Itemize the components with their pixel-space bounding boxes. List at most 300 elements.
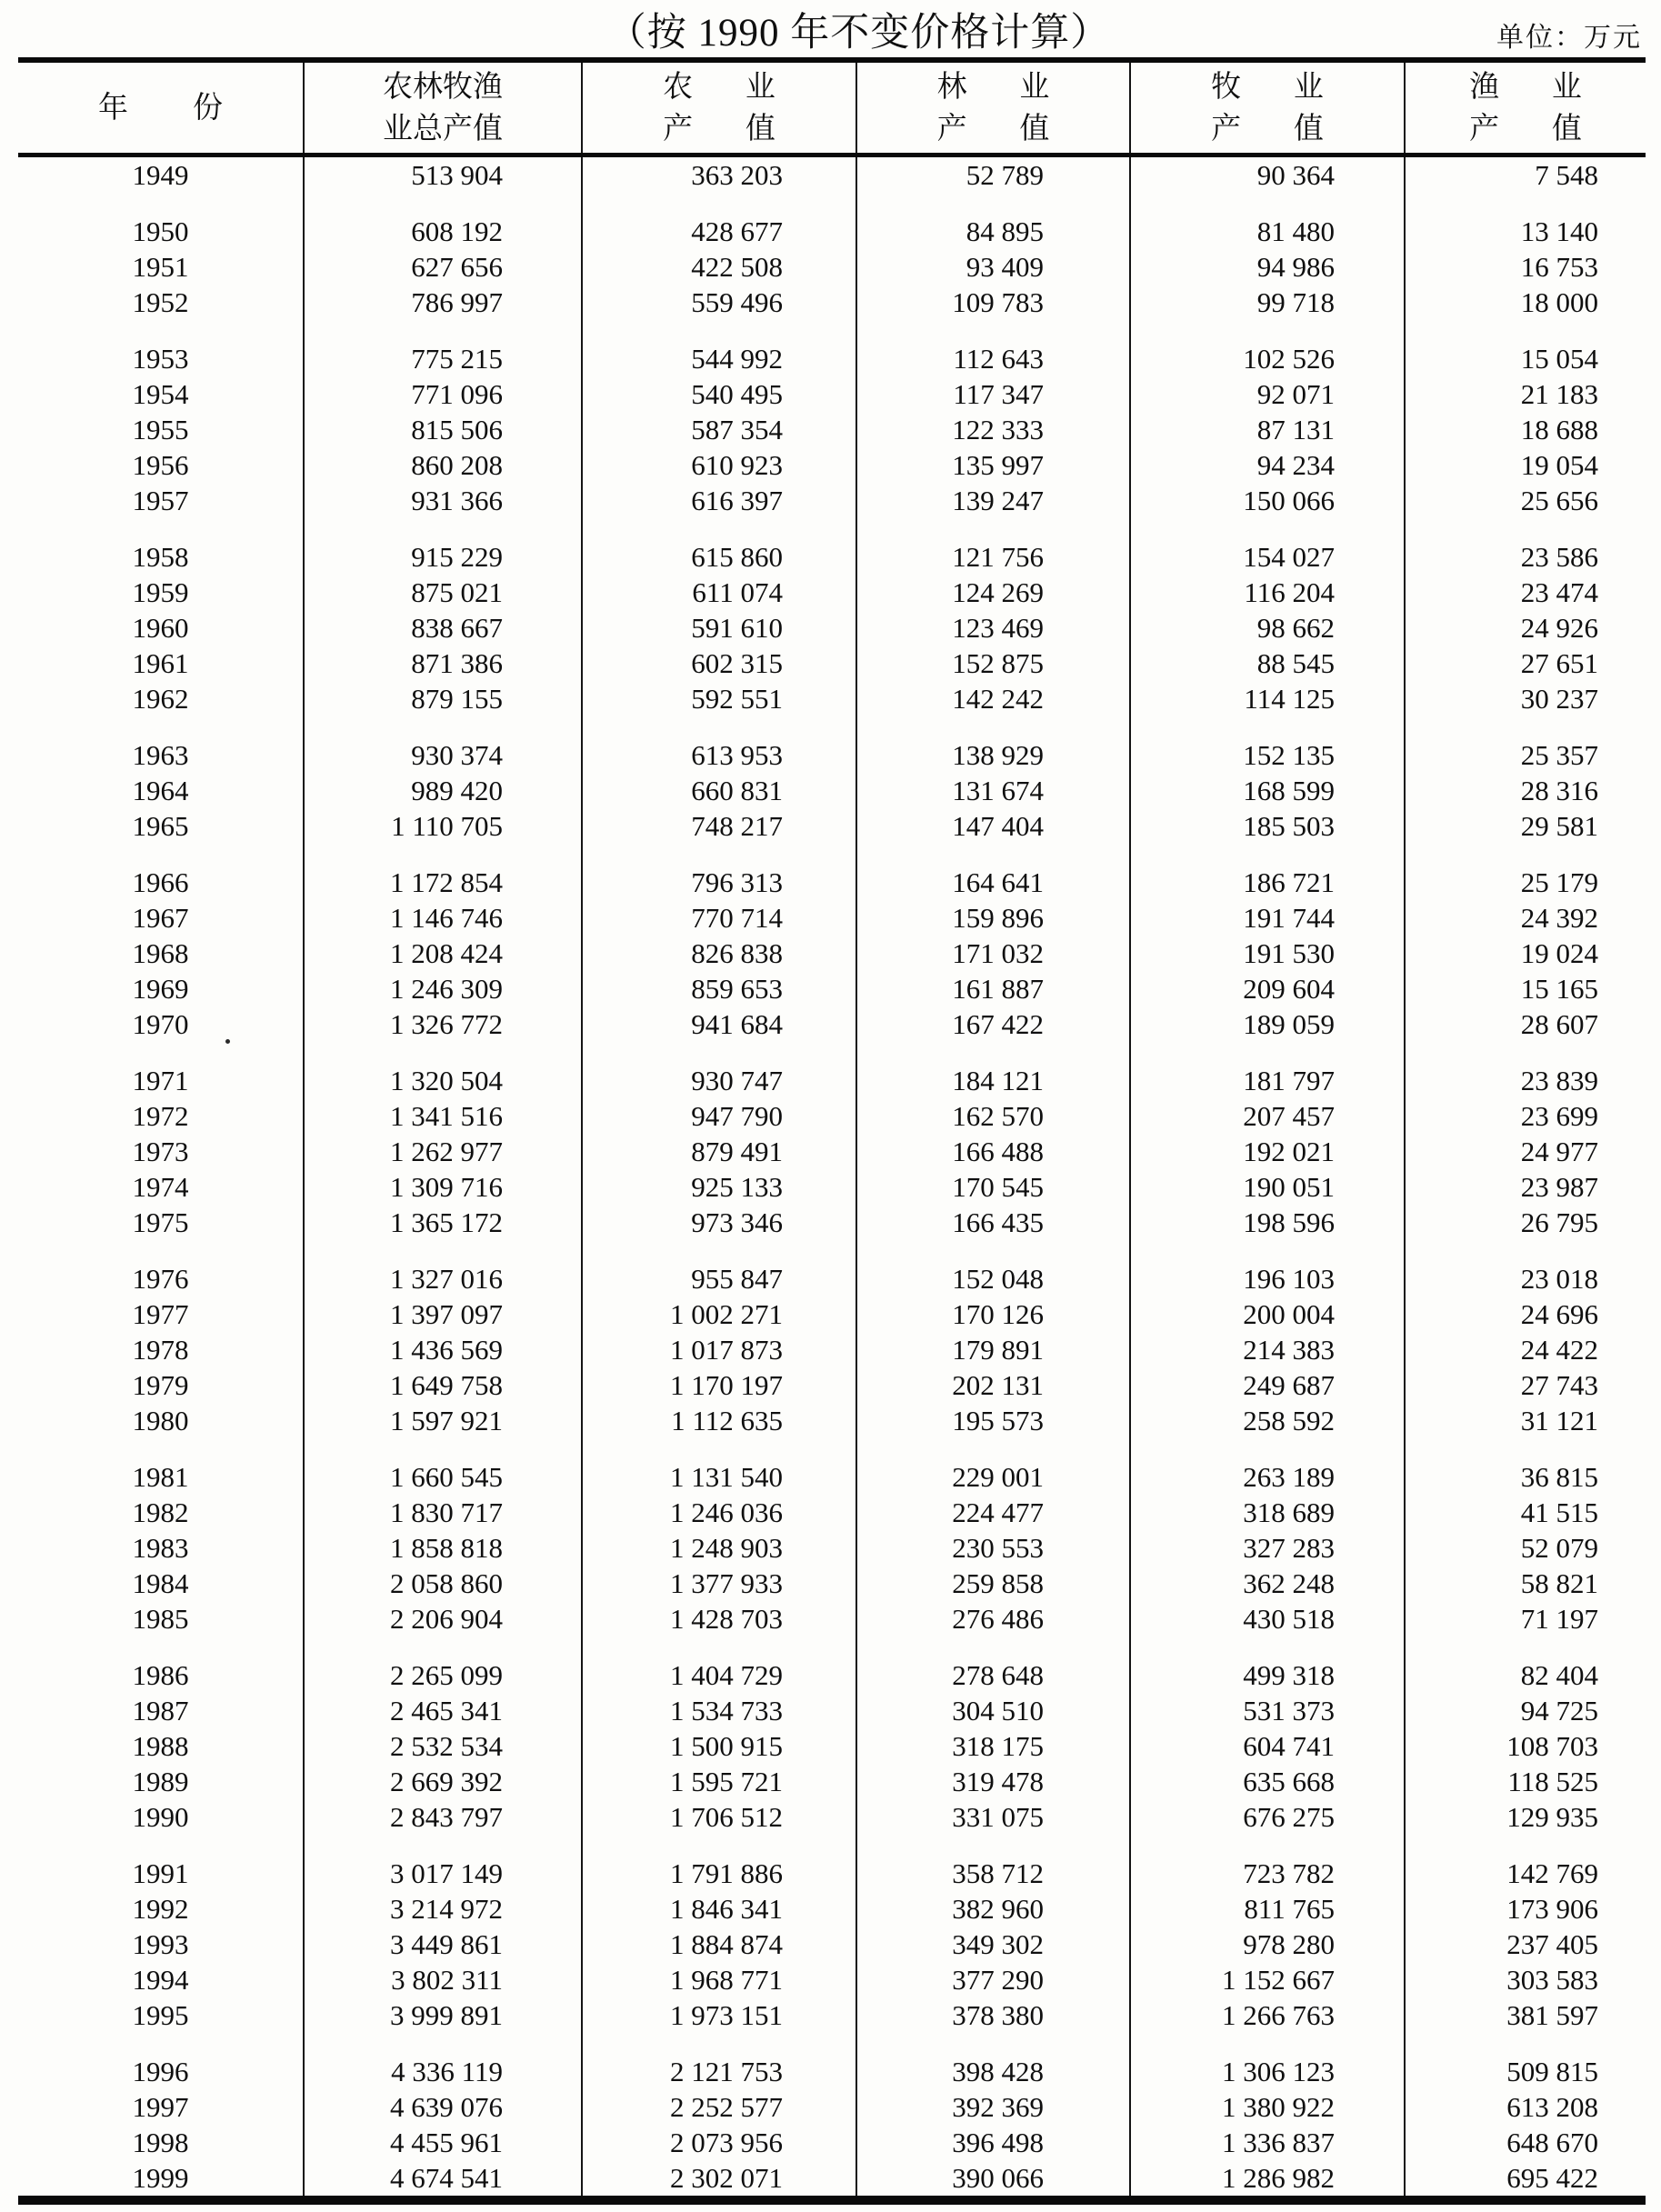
page-title: （按 1990 年不变价格计算）	[606, 12, 1111, 55]
spacer-cell	[304, 1636, 582, 1657]
value-cell: 2 465 341	[304, 1693, 582, 1728]
value-cell: 1 112 635	[582, 1403, 856, 1438]
value-cell: 24 392	[1405, 900, 1646, 936]
spacer-cell	[304, 1438, 582, 1459]
value-cell: 1 172 854	[304, 865, 582, 900]
value-cell: 2 206 904	[304, 1601, 582, 1636]
value-cell: 331 075	[856, 1799, 1130, 1835]
table-row	[18, 610, 1646, 646]
value-cell: 154 027	[1130, 539, 1405, 575]
spacer-cell	[1405, 1438, 1646, 1459]
value-cell: 15 054	[1405, 341, 1646, 376]
value-cell: 19 054	[1405, 447, 1646, 483]
table-row	[18, 1006, 1646, 1042]
spacer-cell	[1130, 1042, 1405, 1063]
value-cell: 192 021	[1130, 1134, 1405, 1169]
value-cell: 258 592	[1130, 1403, 1405, 1438]
spacer-cell	[1130, 1835, 1405, 1856]
year-cell: 1949	[132, 159, 189, 191]
value-cell: 25 179	[1405, 865, 1646, 900]
group-spacer-row	[18, 1240, 1646, 1261]
value-cell: 3 214 972	[304, 1891, 582, 1927]
value-cell: 930 374	[304, 737, 582, 773]
value-cell: 318 689	[1130, 1495, 1405, 1530]
value-cell: 29 581	[1405, 808, 1646, 844]
value-cell: 540 495	[582, 376, 856, 412]
spacer-cell	[856, 1636, 1130, 1657]
table-row	[18, 539, 1646, 575]
spacer-cell	[856, 193, 1130, 214]
value-cell: 167 422	[856, 1006, 1130, 1042]
year-cell: 1997	[132, 2091, 189, 2123]
year-cell: 1974	[132, 1171, 189, 1203]
spacer-cell	[856, 518, 1130, 539]
value-cell: 3 802 311	[304, 1962, 582, 1997]
value-cell: 173 906	[1405, 1891, 1646, 1927]
value-cell: 1 110 705	[304, 808, 582, 844]
value-cell: 1 660 545	[304, 1459, 582, 1495]
spacer-cell	[582, 518, 856, 539]
value-cell: 1 341 516	[304, 1098, 582, 1134]
value-cell: 1 884 874	[582, 1927, 856, 1962]
spacer-cell	[856, 1042, 1130, 1063]
value-cell: 392 369	[856, 2089, 1130, 2125]
year-cell: 1975	[132, 1206, 189, 1238]
value-cell: 1 286 982	[1130, 2160, 1405, 2200]
year-cell: 1951	[132, 251, 189, 283]
year-cell: 1996	[132, 2056, 189, 2087]
value-cell: 4 336 119	[304, 2054, 582, 2089]
value-cell: 23 699	[1405, 1098, 1646, 1134]
spacer-cell	[1130, 1636, 1405, 1657]
value-cell: 871 386	[304, 646, 582, 681]
year-cell: 1966	[132, 866, 189, 898]
value-cell: 544 992	[582, 341, 856, 376]
spacer-cell	[856, 716, 1130, 737]
value-cell: 36 815	[1405, 1459, 1646, 1495]
value-cell: 230 553	[856, 1530, 1130, 1566]
table-row	[18, 2054, 1646, 2089]
value-cell: 1 248 903	[582, 1530, 856, 1566]
table-row	[18, 483, 1646, 518]
table-row	[18, 2089, 1646, 2125]
value-cell: 121 756	[856, 539, 1130, 575]
value-cell: 30 237	[1405, 681, 1646, 716]
value-cell: 58 821	[1405, 1566, 1646, 1601]
value-cell: 52 079	[1405, 1530, 1646, 1566]
value-cell: 138 929	[856, 737, 1130, 773]
value-cell: 4 455 961	[304, 2125, 582, 2160]
value-cell: 195 573	[856, 1403, 1130, 1438]
value-cell: 19 024	[1405, 936, 1646, 971]
table-row	[18, 1169, 1646, 1205]
year-cell: 1988	[132, 1730, 189, 1762]
value-cell: 513 904	[304, 155, 582, 194]
value-cell: 150 066	[1130, 483, 1405, 518]
spacer-cell	[856, 2033, 1130, 2054]
spacer-cell	[1405, 193, 1646, 214]
year-cell: 1955	[132, 414, 189, 445]
table-row	[18, 646, 1646, 681]
value-cell: 1 266 763	[1130, 1997, 1405, 2033]
value-cell: 1 146 746	[304, 900, 582, 936]
table-row	[18, 1367, 1646, 1403]
value-cell: 363 203	[582, 155, 856, 194]
value-cell: 81 480	[1130, 214, 1405, 249]
spacer-cell	[18, 1835, 304, 1856]
value-cell: 191 530	[1130, 936, 1405, 971]
value-cell: 102 526	[1130, 341, 1405, 376]
table-row	[18, 900, 1646, 936]
spacer-cell	[582, 193, 856, 214]
value-cell: 430 518	[1130, 1601, 1405, 1636]
table-row	[18, 1063, 1646, 1098]
value-cell: 2 058 860	[304, 1566, 582, 1601]
group-spacer-row	[18, 1636, 1646, 1657]
group-spacer-row	[18, 320, 1646, 341]
col-header-agriculture: 农 业 产 值	[582, 60, 856, 155]
value-cell: 94 234	[1130, 447, 1405, 483]
value-cell: 142 769	[1405, 1856, 1646, 1891]
value-cell: 24 422	[1405, 1332, 1646, 1367]
value-cell: 4 639 076	[304, 2089, 582, 2125]
value-cell: 428 677	[582, 214, 856, 249]
table-row	[18, 1764, 1646, 1799]
value-cell: 200 004	[1130, 1296, 1405, 1332]
spacer-cell	[1130, 518, 1405, 539]
spacer-cell	[1405, 518, 1646, 539]
value-cell: 826 838	[582, 936, 856, 971]
value-cell: 117 347	[856, 376, 1130, 412]
value-cell: 229 001	[856, 1459, 1130, 1495]
value-cell: 1 973 151	[582, 1997, 856, 2033]
value-cell: 18 000	[1405, 285, 1646, 320]
value-cell: 1 595 721	[582, 1764, 856, 1799]
group-spacer-row	[18, 716, 1646, 737]
spacer-cell	[304, 2033, 582, 2054]
value-cell: 838 667	[304, 610, 582, 646]
spacer-cell	[304, 193, 582, 214]
value-cell: 184 121	[856, 1063, 1130, 1098]
value-cell: 116 204	[1130, 575, 1405, 610]
spacer-cell	[304, 844, 582, 865]
value-cell: 214 383	[1130, 1332, 1405, 1367]
spacer-cell	[1130, 716, 1405, 737]
value-cell: 162 570	[856, 1098, 1130, 1134]
value-cell: 660 831	[582, 773, 856, 808]
value-cell: 249 687	[1130, 1367, 1405, 1403]
value-cell: 1 320 504	[304, 1063, 582, 1098]
value-cell: 52 789	[856, 155, 1130, 194]
value-cell: 237 405	[1405, 1927, 1646, 1962]
spacer-cell	[18, 1636, 304, 1657]
value-cell: 108 703	[1405, 1728, 1646, 1764]
year-cell: 1967	[132, 902, 189, 934]
table-body	[18, 155, 1646, 2201]
value-cell: 815 506	[304, 412, 582, 447]
table-row	[18, 773, 1646, 808]
value-cell: 1 380 922	[1130, 2089, 1405, 2125]
spacer-cell	[1130, 2033, 1405, 2054]
spacer-cell	[1405, 2033, 1646, 2054]
table-row	[18, 1261, 1646, 1296]
year-cell: 1958	[132, 541, 189, 573]
value-cell: 1 500 915	[582, 1728, 856, 1764]
spacer-cell	[18, 1042, 304, 1063]
value-cell: 559 496	[582, 285, 856, 320]
value-cell: 4 674 541	[304, 2160, 582, 2200]
spacer-cell	[1130, 844, 1405, 865]
header-row	[18, 60, 1646, 155]
table-row	[18, 1495, 1646, 1530]
value-cell: 1 597 921	[304, 1403, 582, 1438]
table-row	[18, 155, 1646, 194]
value-cell: 23 839	[1405, 1063, 1646, 1098]
value-cell: 1 968 771	[582, 1962, 856, 1997]
value-cell: 207 457	[1130, 1098, 1405, 1134]
value-cell: 25 656	[1405, 483, 1646, 518]
value-cell: 978 280	[1130, 1927, 1405, 1962]
spacer-cell	[856, 1438, 1130, 1459]
value-cell: 608 192	[304, 214, 582, 249]
spacer-cell	[1130, 320, 1405, 341]
year-cell: 1960	[132, 612, 189, 644]
spacer-cell	[304, 1835, 582, 1856]
value-cell: 1 306 123	[1130, 2054, 1405, 2089]
value-cell: 2 121 753	[582, 2054, 856, 2089]
table-row	[18, 285, 1646, 320]
value-cell: 164 641	[856, 865, 1130, 900]
value-cell: 94 986	[1130, 249, 1405, 285]
unit-label: 单位：万元	[1496, 23, 1642, 53]
value-cell: 3 449 861	[304, 1927, 582, 1962]
value-cell: 27 743	[1405, 1367, 1646, 1403]
value-cell: 23 586	[1405, 539, 1646, 575]
value-cell: 1 326 772	[304, 1006, 582, 1042]
year-cell: 1994	[132, 1964, 189, 1996]
value-cell: 587 354	[582, 412, 856, 447]
value-cell: 796 313	[582, 865, 856, 900]
table-row	[18, 1927, 1646, 1962]
value-cell: 186 721	[1130, 865, 1405, 900]
value-cell: 90 364	[1130, 155, 1405, 194]
value-cell: 611 074	[582, 575, 856, 610]
value-cell: 723 782	[1130, 1856, 1405, 1891]
spacer-cell	[1405, 716, 1646, 737]
spacer-cell	[304, 1240, 582, 1261]
year-cell: 1990	[132, 1801, 189, 1833]
year-cell: 1983	[132, 1532, 189, 1564]
year-cell: 1962	[132, 683, 189, 715]
group-spacer-row	[18, 1835, 1646, 1856]
value-cell: 499 318	[1130, 1657, 1405, 1693]
table-row	[18, 936, 1646, 971]
table-row	[18, 1891, 1646, 1927]
year-cell: 1973	[132, 1136, 189, 1167]
value-cell: 41 515	[1405, 1495, 1646, 1530]
value-cell: 1 336 837	[1130, 2125, 1405, 2160]
table-row	[18, 1566, 1646, 1601]
year-cell: 1961	[132, 647, 189, 679]
spacer-cell	[304, 1042, 582, 1063]
value-cell: 263 189	[1130, 1459, 1405, 1495]
spacer-cell	[18, 518, 304, 539]
table-row	[18, 681, 1646, 716]
group-spacer-row	[18, 1438, 1646, 1459]
col-header-year	[18, 60, 304, 155]
year-cell: 1999	[132, 2162, 189, 2194]
spacer-cell	[304, 320, 582, 341]
spacer-cell	[582, 844, 856, 865]
value-cell: 2 073 956	[582, 2125, 856, 2160]
table-row	[18, 808, 1646, 844]
table-row	[18, 2160, 1646, 2200]
value-cell: 1 246 309	[304, 971, 582, 1006]
value-cell: 170 545	[856, 1169, 1130, 1205]
spacer-cell	[1405, 844, 1646, 865]
year-cell: 1979	[132, 1369, 189, 1401]
year-cell: 1993	[132, 1928, 189, 1960]
spacer-cell	[1405, 1042, 1646, 1063]
year-cell: 1969	[132, 973, 189, 1005]
year-cell: 1987	[132, 1695, 189, 1727]
value-cell: 2 265 099	[304, 1657, 582, 1693]
table-row	[18, 1799, 1646, 1835]
value-cell: 390 066	[856, 2160, 1130, 2200]
table-row	[18, 1332, 1646, 1367]
spacer-cell	[1130, 1240, 1405, 1261]
value-cell: 748 217	[582, 808, 856, 844]
value-cell: 147 404	[856, 808, 1130, 844]
value-cell: 973 346	[582, 1205, 856, 1240]
value-cell: 811 765	[1130, 1891, 1405, 1927]
value-cell: 1 436 569	[304, 1332, 582, 1367]
value-cell: 191 744	[1130, 900, 1405, 936]
value-cell: 358 712	[856, 1856, 1130, 1891]
value-cell: 31 121	[1405, 1403, 1646, 1438]
value-cell: 1 534 733	[582, 1693, 856, 1728]
group-spacer-row	[18, 844, 1646, 865]
year-cell: 1970	[132, 1008, 189, 1040]
year-cell: 1953	[132, 343, 189, 375]
value-cell: 2 302 071	[582, 2160, 856, 2200]
year-cell: 1964	[132, 775, 189, 806]
spacer-cell	[1405, 320, 1646, 341]
value-cell: 114 125	[1130, 681, 1405, 716]
table-row	[18, 971, 1646, 1006]
table-row	[18, 341, 1646, 376]
value-cell: 152 048	[856, 1261, 1130, 1296]
value-cell: 28 316	[1405, 773, 1646, 808]
value-cell: 319 478	[856, 1764, 1130, 1799]
value-cell: 989 420	[304, 773, 582, 808]
spacer-cell	[582, 1042, 856, 1063]
value-cell: 171 032	[856, 936, 1130, 971]
value-cell: 378 380	[856, 1997, 1130, 2033]
value-cell: 23 018	[1405, 1261, 1646, 1296]
value-cell: 2 669 392	[304, 1764, 582, 1799]
value-cell: 118 525	[1405, 1764, 1646, 1799]
year-cell: 1963	[132, 739, 189, 771]
value-cell: 166 488	[856, 1134, 1130, 1169]
value-cell: 2 532 534	[304, 1728, 582, 1764]
year-cell: 1989	[132, 1766, 189, 1797]
value-cell: 16 753	[1405, 249, 1646, 285]
value-cell: 1 170 197	[582, 1367, 856, 1403]
value-cell: 25 357	[1405, 737, 1646, 773]
value-cell: 152 875	[856, 646, 1130, 681]
value-cell: 84 895	[856, 214, 1130, 249]
spacer-cell	[582, 716, 856, 737]
value-cell: 99 718	[1130, 285, 1405, 320]
value-cell: 635 668	[1130, 1764, 1405, 1799]
year-cell: 1954	[132, 378, 189, 410]
table-row	[18, 1856, 1646, 1891]
table-row	[18, 376, 1646, 412]
table-row	[18, 214, 1646, 249]
value-cell: 198 596	[1130, 1205, 1405, 1240]
year-cell: 1957	[132, 485, 189, 516]
value-cell: 1 327 016	[304, 1261, 582, 1296]
value-cell: 28 607	[1405, 1006, 1646, 1042]
value-cell: 304 510	[856, 1693, 1130, 1728]
value-cell: 955 847	[582, 1261, 856, 1296]
value-cell: 931 366	[304, 483, 582, 518]
value-cell: 122 333	[856, 412, 1130, 447]
value-cell: 1 830 717	[304, 1495, 582, 1530]
value-cell: 82 404	[1405, 1657, 1646, 1693]
value-cell: 93 409	[856, 249, 1130, 285]
value-cell: 1 262 977	[304, 1134, 582, 1169]
spacer-cell	[304, 716, 582, 737]
table-row	[18, 2125, 1646, 2160]
year-cell: 1984	[132, 1567, 189, 1599]
col-header-husbandry: 牧 业 产 值	[1130, 60, 1405, 155]
value-cell: 21 183	[1405, 376, 1646, 412]
value-cell: 1 365 172	[304, 1205, 582, 1240]
value-cell: 509 815	[1405, 2054, 1646, 2089]
value-cell: 15 165	[1405, 971, 1646, 1006]
value-cell: 168 599	[1130, 773, 1405, 808]
year-cell: 1968	[132, 937, 189, 969]
value-cell: 591 610	[582, 610, 856, 646]
value-cell: 860 208	[304, 447, 582, 483]
year-cell: 1977	[132, 1298, 189, 1330]
value-cell: 109 783	[856, 285, 1130, 320]
value-cell: 131 674	[856, 773, 1130, 808]
value-cell: 616 397	[582, 483, 856, 518]
value-cell: 3 017 149	[304, 1856, 582, 1891]
value-cell: 278 648	[856, 1657, 1130, 1693]
value-cell: 2 252 577	[582, 2089, 856, 2125]
value-cell: 179 891	[856, 1332, 1130, 1367]
value-cell: 259 858	[856, 1566, 1130, 1601]
value-cell: 71 197	[1405, 1601, 1646, 1636]
spacer-cell	[582, 2033, 856, 2054]
spacer-cell	[582, 1240, 856, 1261]
value-cell: 695 422	[1405, 2160, 1646, 2200]
value-cell: 23 987	[1405, 1169, 1646, 1205]
table-row	[18, 1205, 1646, 1240]
value-cell: 124 269	[856, 575, 1130, 610]
spacer-cell	[304, 518, 582, 539]
value-cell: 604 741	[1130, 1728, 1405, 1764]
table-row	[18, 447, 1646, 483]
spacer-cell	[856, 320, 1130, 341]
value-cell: 1 377 933	[582, 1566, 856, 1601]
table-row	[18, 1657, 1646, 1693]
value-cell: 771 096	[304, 376, 582, 412]
